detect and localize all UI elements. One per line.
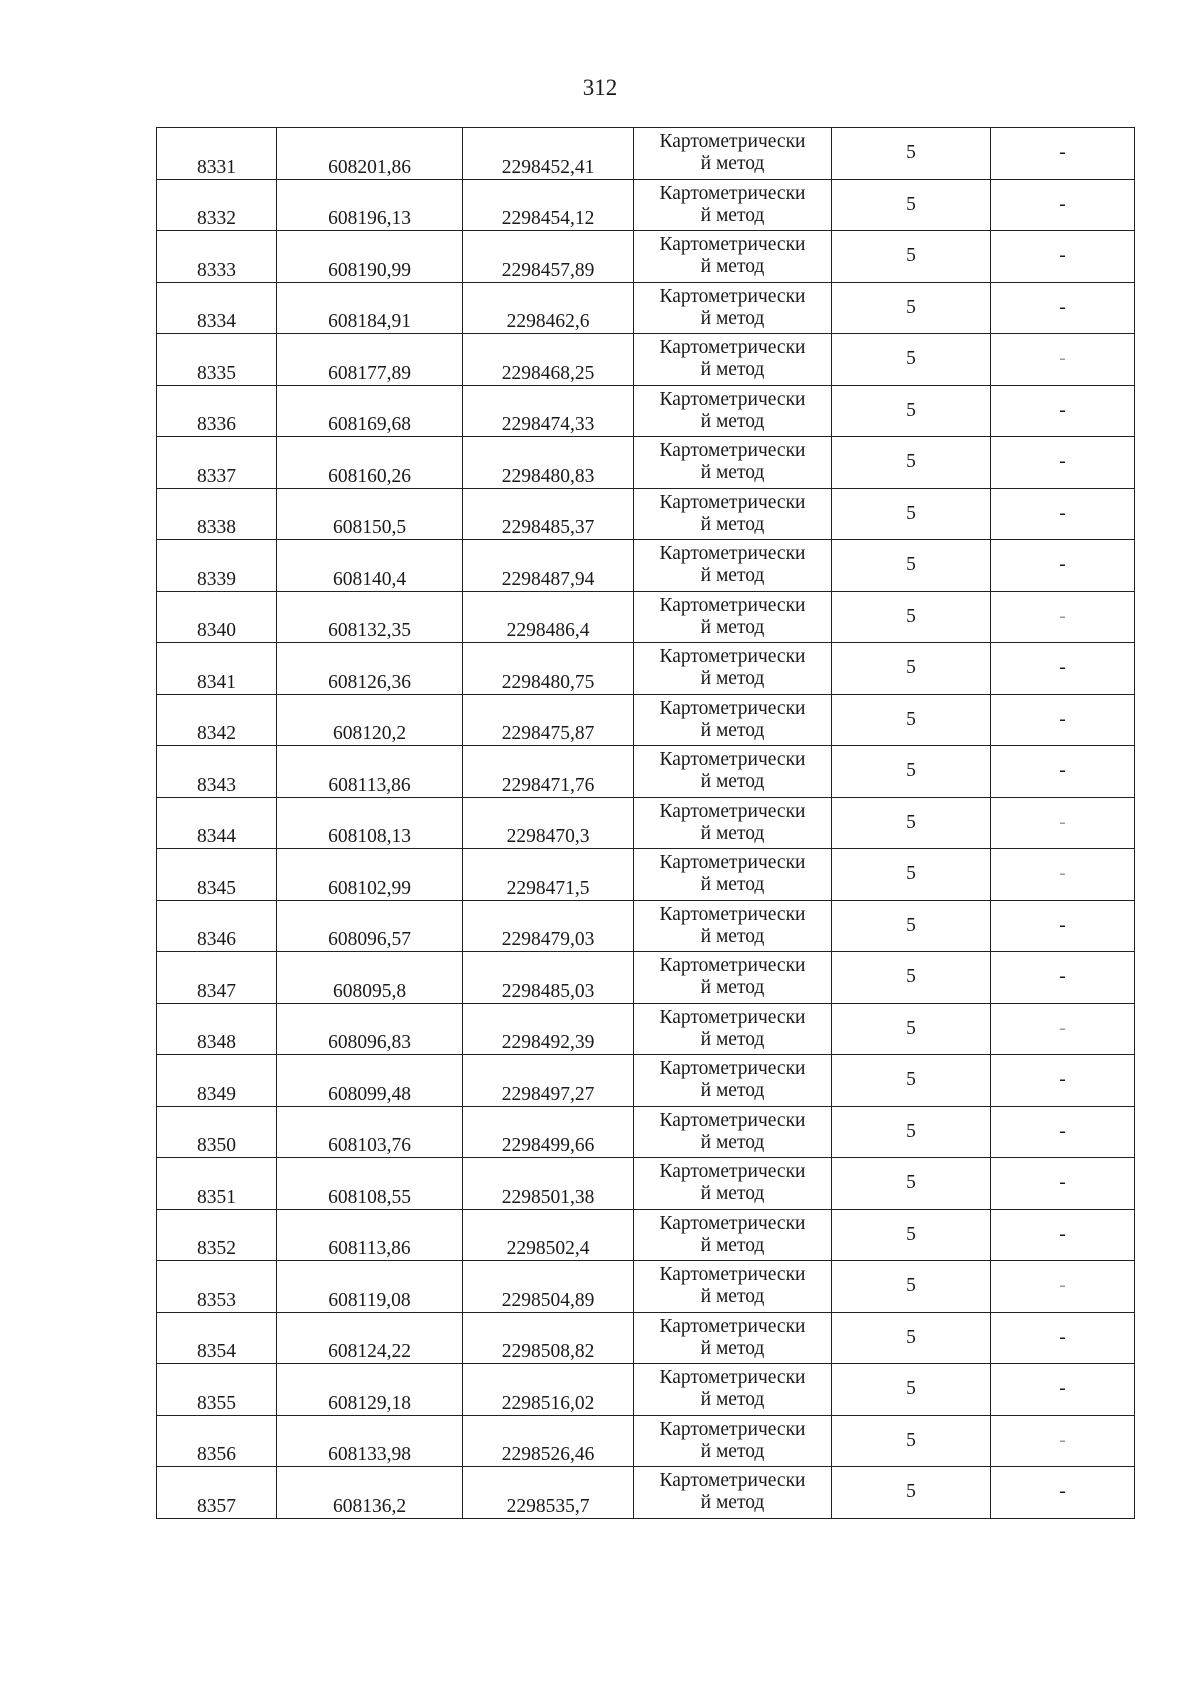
- note-cell: -: [991, 900, 1135, 952]
- method-cell: [634, 849, 832, 901]
- accuracy-cell: 5: [832, 952, 991, 1004]
- method-cell: [634, 952, 832, 1004]
- method-line-2: й метод: [700, 925, 765, 947]
- x-coordinate-cell: 608102,99: [277, 849, 463, 901]
- accuracy-cell: 5: [832, 282, 991, 334]
- note-cell: -: [991, 1312, 1135, 1364]
- table-row: [157, 1106, 1135, 1158]
- method-cell: [634, 694, 832, 746]
- y-coordinate-cell: 2298499,66: [463, 1106, 634, 1158]
- method-line-1: Картометрически: [659, 955, 806, 977]
- note-cell: -: [991, 1261, 1135, 1313]
- page-number: 312: [582, 75, 618, 100]
- y-coordinate-cell: 2298508,82: [463, 1312, 634, 1364]
- method-cell: [634, 1261, 832, 1313]
- point-number-cell: 8345: [157, 849, 277, 901]
- y-coordinate-cell: 2298526,46: [463, 1415, 634, 1467]
- y-coordinate-cell: 2298485,37: [463, 488, 634, 540]
- coordinates-table: [156, 127, 1135, 1519]
- table-row: [157, 334, 1135, 386]
- y-coordinate-cell: 2298485,03: [463, 952, 634, 1004]
- method-line-2: й метод: [700, 1080, 765, 1102]
- y-coordinate-cell: 2298454,12: [463, 179, 634, 231]
- note-cell: -: [991, 643, 1135, 695]
- method-cell: [634, 437, 832, 489]
- note-cell: -: [991, 385, 1135, 437]
- accuracy-cell: 5: [832, 488, 991, 540]
- point-number-cell: 8356: [157, 1415, 277, 1467]
- table-row: [157, 488, 1135, 540]
- point-number-cell: 8347: [157, 952, 277, 1004]
- y-coordinate-cell: 2298516,02: [463, 1364, 634, 1416]
- table-row: [157, 128, 1135, 180]
- x-coordinate-cell: 608201,86: [277, 128, 463, 180]
- y-coordinate-cell: 2298535,7: [463, 1467, 634, 1519]
- table-row: [157, 591, 1135, 643]
- method-line-2: й метод: [700, 1131, 765, 1153]
- x-coordinate-cell: 608190,99: [277, 231, 463, 283]
- point-number-cell: 8357: [157, 1467, 277, 1519]
- method-line-1: Картометрически: [659, 646, 806, 668]
- note-cell: -: [991, 437, 1135, 489]
- note-cell: -: [991, 231, 1135, 283]
- method-line-2: й метод: [700, 462, 765, 484]
- accuracy-cell: 5: [832, 900, 991, 952]
- method-line-2: й метод: [700, 616, 765, 638]
- accuracy-cell: 5: [832, 591, 991, 643]
- x-coordinate-cell: 608136,2: [277, 1467, 463, 1519]
- method-cell: [634, 1364, 832, 1416]
- method-cell: [634, 591, 832, 643]
- method-line-2: й метод: [700, 410, 765, 432]
- accuracy-cell: 5: [832, 437, 991, 489]
- note-cell: -: [991, 540, 1135, 592]
- method-line-2: й метод: [700, 874, 765, 896]
- method-cell: [634, 231, 832, 283]
- y-coordinate-cell: 2298480,75: [463, 643, 634, 695]
- method-line-1: Картометрически: [659, 234, 806, 256]
- x-coordinate-cell: 608119,08: [277, 1261, 463, 1313]
- x-coordinate-cell: 608150,5: [277, 488, 463, 540]
- method-cell: [634, 1312, 832, 1364]
- x-coordinate-cell: 608103,76: [277, 1106, 463, 1158]
- point-number-cell: 8343: [157, 746, 277, 798]
- accuracy-cell: 5: [832, 231, 991, 283]
- table-row: [157, 1209, 1135, 1261]
- method-line-2: й метод: [700, 1440, 765, 1462]
- note-cell: -: [991, 1055, 1135, 1107]
- accuracy-cell: 5: [832, 179, 991, 231]
- x-coordinate-cell: 608096,83: [277, 1003, 463, 1055]
- note-cell: -: [991, 334, 1135, 386]
- y-coordinate-cell: 2298497,27: [463, 1055, 634, 1107]
- y-coordinate-cell: 2298471,5: [463, 849, 634, 901]
- accuracy-cell: 5: [832, 1415, 991, 1467]
- note-cell: -: [991, 1209, 1135, 1261]
- method-line-1: Картометрически: [659, 800, 806, 822]
- x-coordinate-cell: 608113,86: [277, 1209, 463, 1261]
- accuracy-cell: 5: [832, 1158, 991, 1210]
- method-line-1: Картометрически: [659, 1264, 806, 1286]
- table-row: [157, 1055, 1135, 1107]
- table-row: [157, 231, 1135, 283]
- x-coordinate-cell: 608140,4: [277, 540, 463, 592]
- method-line-1: Картометрически: [659, 285, 806, 307]
- method-cell: [634, 540, 832, 592]
- y-coordinate-cell: 2298480,83: [463, 437, 634, 489]
- accuracy-cell: 5: [832, 1261, 991, 1313]
- table-row: [157, 694, 1135, 746]
- x-coordinate-cell: 608120,2: [277, 694, 463, 746]
- method-line-2: й метод: [700, 1183, 765, 1205]
- y-coordinate-cell: 2298479,03: [463, 900, 634, 952]
- method-line-1: Картометрически: [659, 903, 806, 925]
- point-number-cell: 8349: [157, 1055, 277, 1107]
- method-line-1: Картометрически: [659, 594, 806, 616]
- y-coordinate-cell: 2298452,41: [463, 128, 634, 180]
- x-coordinate-cell: 608113,86: [277, 746, 463, 798]
- x-coordinate-cell: 608108,13: [277, 797, 463, 849]
- method-line-2: й метод: [700, 1286, 765, 1308]
- x-coordinate-cell: 608132,35: [277, 591, 463, 643]
- x-coordinate-cell: 608177,89: [277, 334, 463, 386]
- method-line-2: й метод: [700, 204, 765, 226]
- x-coordinate-cell: 608096,57: [277, 900, 463, 952]
- table-row: [157, 179, 1135, 231]
- method-line-1: Картометрически: [659, 131, 806, 153]
- point-number-cell: 8346: [157, 900, 277, 952]
- y-coordinate-cell: 2298474,33: [463, 385, 634, 437]
- method-line-1: Картометрически: [659, 337, 806, 359]
- accuracy-cell: 5: [832, 1106, 991, 1158]
- accuracy-cell: 5: [832, 1209, 991, 1261]
- method-line-1: Картометрически: [659, 491, 806, 513]
- x-coordinate-cell: 608133,98: [277, 1415, 463, 1467]
- accuracy-cell: 5: [832, 1003, 991, 1055]
- note-cell: -: [991, 1158, 1135, 1210]
- table-row: [157, 385, 1135, 437]
- point-number-cell: 8336: [157, 385, 277, 437]
- method-line-2: й метод: [700, 668, 765, 690]
- note-cell: -: [991, 282, 1135, 334]
- method-line-2: й метод: [700, 822, 765, 844]
- x-coordinate-cell: 608196,13: [277, 179, 463, 231]
- accuracy-cell: 5: [832, 1312, 991, 1364]
- x-coordinate-cell: 608095,8: [277, 952, 463, 1004]
- method-line-2: й метод: [700, 1028, 765, 1050]
- method-line-1: Картометрически: [659, 1470, 806, 1492]
- x-coordinate-cell: 608126,36: [277, 643, 463, 695]
- method-line-2: й метод: [700, 1234, 765, 1256]
- point-number-cell: 8331: [157, 128, 277, 180]
- method-line-1: Картометрически: [659, 1109, 806, 1131]
- y-coordinate-cell: 2298501,38: [463, 1158, 634, 1210]
- method-line-1: Картометрически: [659, 1161, 806, 1183]
- point-number-cell: 8332: [157, 179, 277, 231]
- accuracy-cell: 5: [832, 694, 991, 746]
- x-coordinate-cell: 608184,91: [277, 282, 463, 334]
- y-coordinate-cell: 2298475,87: [463, 694, 634, 746]
- note-cell: -: [991, 1364, 1135, 1416]
- point-number-cell: 8355: [157, 1364, 277, 1416]
- method-line-1: Картометрически: [659, 182, 806, 204]
- accuracy-cell: 5: [832, 1055, 991, 1107]
- accuracy-cell: 5: [832, 797, 991, 849]
- method-cell: [634, 1467, 832, 1519]
- x-coordinate-cell: 608108,55: [277, 1158, 463, 1210]
- method-line-1: Картометрически: [659, 543, 806, 565]
- method-line-1: Картометрически: [659, 1367, 806, 1389]
- method-line-2: й метод: [700, 359, 765, 381]
- y-coordinate-cell: 2298457,89: [463, 231, 634, 283]
- method-cell: [634, 1055, 832, 1107]
- point-number-cell: 8350: [157, 1106, 277, 1158]
- y-coordinate-cell: 2298471,76: [463, 746, 634, 798]
- x-coordinate-cell: 608124,22: [277, 1312, 463, 1364]
- method-line-2: й метод: [700, 771, 765, 793]
- method-line-2: й метод: [700, 1389, 765, 1411]
- method-cell: [634, 1003, 832, 1055]
- method-line-2: й метод: [700, 719, 765, 741]
- method-line-1: Картометрически: [659, 1058, 806, 1080]
- y-coordinate-cell: 2298487,94: [463, 540, 634, 592]
- y-coordinate-cell: 2298502,4: [463, 1209, 634, 1261]
- note-cell: -: [991, 1106, 1135, 1158]
- table-row: [157, 1158, 1135, 1210]
- note-cell: -: [991, 1003, 1135, 1055]
- accuracy-cell: 5: [832, 643, 991, 695]
- table-row: [157, 746, 1135, 798]
- point-number-cell: 8339: [157, 540, 277, 592]
- x-coordinate-cell: 608129,18: [277, 1364, 463, 1416]
- method-cell: [634, 1415, 832, 1467]
- point-number-cell: 8341: [157, 643, 277, 695]
- point-number-cell: 8334: [157, 282, 277, 334]
- method-cell: [634, 488, 832, 540]
- method-line-2: й метод: [700, 256, 765, 278]
- point-number-cell: 8342: [157, 694, 277, 746]
- note-cell: -: [991, 849, 1135, 901]
- method-line-1: Картометрически: [659, 1006, 806, 1028]
- table-row: [157, 1312, 1135, 1364]
- table-row: [157, 1467, 1135, 1519]
- y-coordinate-cell: 2298468,25: [463, 334, 634, 386]
- y-coordinate-cell: 2298492,39: [463, 1003, 634, 1055]
- x-coordinate-cell: 608160,26: [277, 437, 463, 489]
- table-row: [157, 282, 1135, 334]
- method-line-2: й метод: [700, 565, 765, 587]
- accuracy-cell: 5: [832, 334, 991, 386]
- method-line-2: й метод: [700, 307, 765, 329]
- method-line-1: Картометрически: [659, 852, 806, 874]
- table-row: [157, 1364, 1135, 1416]
- table-row: [157, 1003, 1135, 1055]
- accuracy-cell: 5: [832, 540, 991, 592]
- method-cell: [634, 1106, 832, 1158]
- method-cell: [634, 643, 832, 695]
- point-number-cell: 8335: [157, 334, 277, 386]
- point-number-cell: 8337: [157, 437, 277, 489]
- note-cell: -: [991, 179, 1135, 231]
- method-line-2: й метод: [700, 1337, 765, 1359]
- y-coordinate-cell: 2298486,4: [463, 591, 634, 643]
- note-cell: -: [991, 746, 1135, 798]
- method-line-1: Картометрически: [659, 1212, 806, 1234]
- method-line-2: й метод: [700, 513, 765, 535]
- method-cell: [634, 128, 832, 180]
- point-number-cell: 8344: [157, 797, 277, 849]
- point-number-cell: 8340: [157, 591, 277, 643]
- method-cell: [634, 282, 832, 334]
- y-coordinate-cell: 2298470,3: [463, 797, 634, 849]
- note-cell: -: [991, 488, 1135, 540]
- method-cell: [634, 334, 832, 386]
- x-coordinate-cell: 608099,48: [277, 1055, 463, 1107]
- point-number-cell: 8353: [157, 1261, 277, 1313]
- note-cell: -: [991, 591, 1135, 643]
- method-line-1: Картометрически: [659, 440, 806, 462]
- method-line-1: Картометрически: [659, 1418, 806, 1440]
- method-line-1: Картометрически: [659, 1315, 806, 1337]
- method-line-2: й метод: [700, 153, 765, 175]
- table-body: [157, 128, 1135, 1519]
- method-line-1: Картометрически: [659, 388, 806, 410]
- note-cell: -: [991, 694, 1135, 746]
- table-row: [157, 1261, 1135, 1313]
- accuracy-cell: 5: [832, 385, 991, 437]
- note-cell: -: [991, 1415, 1135, 1467]
- accuracy-cell: 5: [832, 1364, 991, 1416]
- table-row: [157, 849, 1135, 901]
- accuracy-cell: 5: [832, 746, 991, 798]
- table-row: [157, 437, 1135, 489]
- point-number-cell: 8351: [157, 1158, 277, 1210]
- note-cell: -: [991, 797, 1135, 849]
- y-coordinate-cell: 2298504,89: [463, 1261, 634, 1313]
- method-cell: [634, 1158, 832, 1210]
- point-number-cell: 8333: [157, 231, 277, 283]
- note-cell: -: [991, 952, 1135, 1004]
- table-row: [157, 900, 1135, 952]
- accuracy-cell: 5: [832, 849, 991, 901]
- method-line-1: Картометрически: [659, 697, 806, 719]
- table-row: [157, 540, 1135, 592]
- method-line-1: Картометрически: [659, 749, 806, 771]
- method-cell: [634, 385, 832, 437]
- x-coordinate-cell: 608169,68: [277, 385, 463, 437]
- method-cell: [634, 900, 832, 952]
- method-line-2: й метод: [700, 977, 765, 999]
- note-cell: -: [991, 128, 1135, 180]
- point-number-cell: 8348: [157, 1003, 277, 1055]
- method-cell: [634, 746, 832, 798]
- method-cell: [634, 797, 832, 849]
- point-number-cell: 8338: [157, 488, 277, 540]
- method-cell: [634, 179, 832, 231]
- table-row: [157, 1415, 1135, 1467]
- method-cell: [634, 1209, 832, 1261]
- table-row: [157, 952, 1135, 1004]
- note-cell: -: [991, 1467, 1135, 1519]
- point-number-cell: 8352: [157, 1209, 277, 1261]
- table-row: [157, 643, 1135, 695]
- method-line-2: й метод: [700, 1492, 765, 1514]
- table-row: [157, 797, 1135, 849]
- accuracy-cell: 5: [832, 128, 991, 180]
- y-coordinate-cell: 2298462,6: [463, 282, 634, 334]
- point-number-cell: 8354: [157, 1312, 277, 1364]
- accuracy-cell: 5: [832, 1467, 991, 1519]
